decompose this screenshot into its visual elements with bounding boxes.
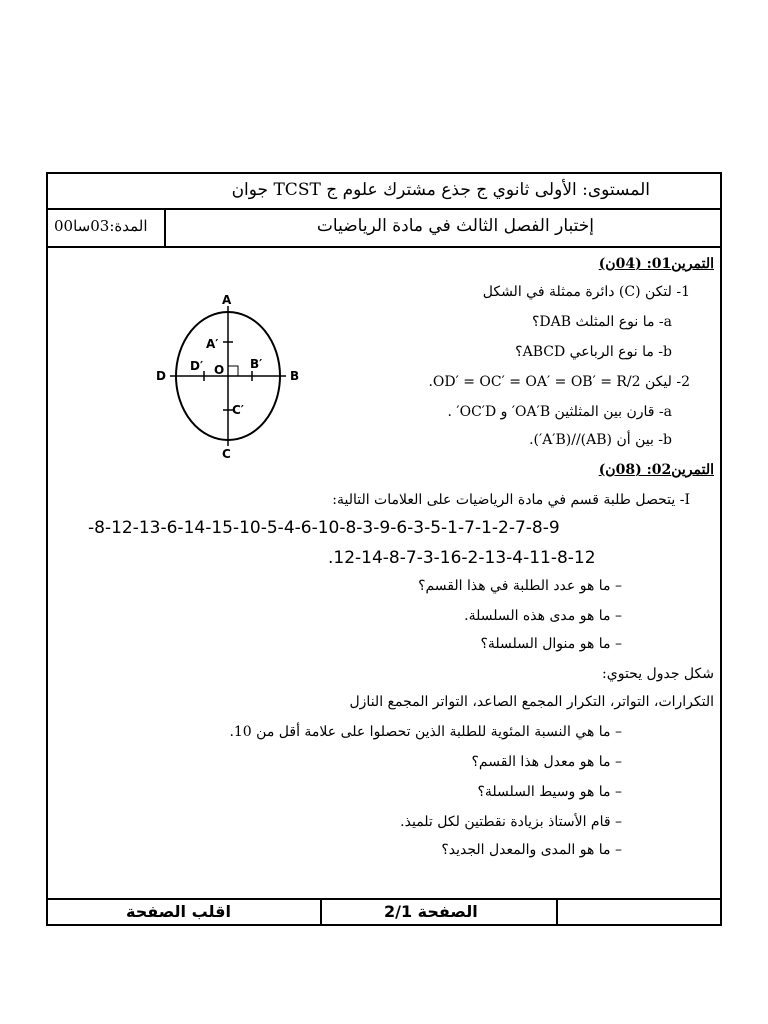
page-number-label: الصفحة 2/1	[384, 902, 478, 921]
exercise1-q1: 1- لتكن (C) دائرة ممثلة في الشكل	[482, 284, 690, 300]
exercise2-intro: I- يتحصل طلبة قسم في مادة الرياضيات على العلامات التالية:	[332, 492, 690, 508]
label-b: B	[290, 369, 300, 383]
label-c: C	[222, 447, 231, 461]
label-a: A	[222, 293, 232, 307]
label-b-prime: B′	[250, 357, 263, 371]
table-instruction: شكل جدول يحتوي:	[602, 666, 714, 682]
right-angle-mark	[228, 366, 238, 376]
footer-divider-right	[556, 898, 558, 926]
label-a-prime: A′	[206, 337, 219, 351]
label-d: D	[156, 369, 166, 383]
question-new-stats: – ما هو المدى والمعدل الجديد؟	[441, 842, 622, 858]
exercise2-title: التمرين02: (08ن)	[598, 462, 714, 478]
table-columns: التكرارات، التواتر، التكرار المجمع الصاعد، التواتر المجمع النازل	[349, 694, 714, 710]
exercise1-q2a: a- قارن بين المثلثين OA′B′ و OC′D′ .	[447, 404, 672, 420]
exercise1-q2: 2- ليكن OD′ = OC′ = OA′ = OB′ = R/2.	[428, 374, 690, 390]
circle-figure	[148, 286, 308, 466]
marks-line-1: -8-12-13-6-14-15-10-5-4-6-10-8-3-9-6-3-5-1-7-1-2-7-8-9	[88, 518, 560, 538]
duration-divider	[164, 208, 166, 246]
duration-label: المدة:03سا00	[54, 217, 148, 235]
exercise1-title: التمرين01: (04ن)	[598, 256, 714, 272]
exercise1-q1a: a- ما نوع المثلث DAB؟	[531, 314, 672, 330]
footer-divider	[48, 898, 720, 900]
marks-line-2: .12-14-8-7-3-16-2-13-4-11-8-12	[328, 548, 596, 568]
exam-title: إختبار الفصل الثالث في مادة الرياضيات	[316, 216, 594, 236]
exam-sheet	[46, 172, 722, 926]
level-line: المستوى: الأولى ثانوي ج جذع مشترك علوم ج TCST جوان	[231, 180, 650, 200]
footer-divider-left	[320, 898, 322, 926]
title-divider	[48, 246, 720, 248]
exercise1-q2b: b- بين أن (AB)//(A′B′).	[529, 432, 672, 448]
question-bonus: – قام الأستاذ بزيادة نقطتين لكل تلميذ.	[400, 814, 622, 830]
question-mean: – ما هو معدل هذا القسم؟	[471, 754, 622, 770]
question-range: – ما هو مدى هذه السلسلة.	[464, 608, 622, 624]
label-o: O	[214, 363, 225, 377]
question-percentage: – ما هي النسبة المئوية للطلبة الذين تحصلوا على علامة أقل من 10.	[229, 724, 622, 740]
label-d-prime: D′	[190, 359, 204, 373]
label-c-prime: C′	[232, 403, 244, 417]
exercise1-q1b: b- ما نوع الرباعي ABCD؟	[515, 344, 672, 360]
turn-page-label: اقلب الصفحة	[126, 902, 232, 921]
question-count: – ما هو عدد الطلبة في هذا القسم؟	[418, 578, 622, 594]
question-median: – ما هو وسيط السلسلة؟	[477, 784, 622, 800]
header-divider	[48, 208, 720, 210]
question-mode: – ما هو منوال السلسلة؟	[480, 636, 622, 652]
